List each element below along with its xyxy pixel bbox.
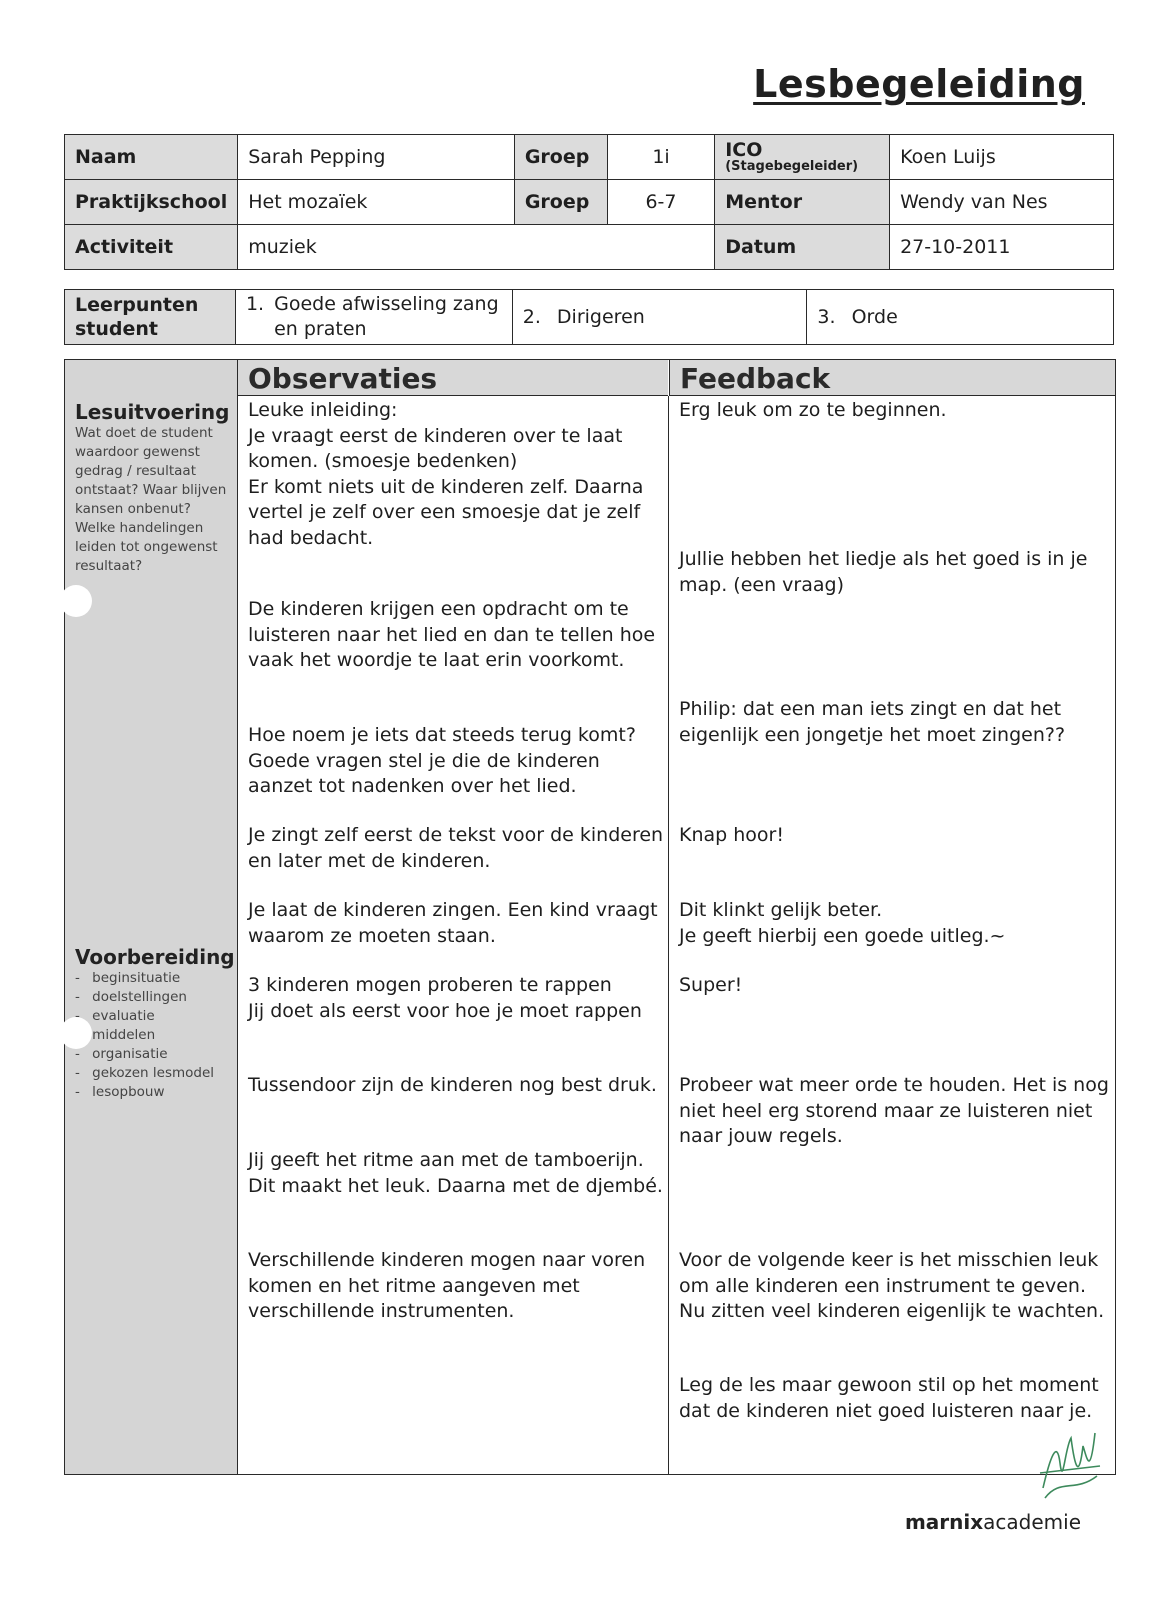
leerpunt-1-text: Goede afwisseling zang en praten xyxy=(274,293,499,340)
observation-2: De kinderen krijgen een opdracht om te luisteren naar het lied en dan te tellen hoe vaak het woordje te laat erin voorkomt. xyxy=(248,598,656,671)
observation-5: Je laat de kinderen zingen. Een kind vraagt waarom ze moeten staan. xyxy=(248,899,658,947)
leerpunt-3-num: 3. xyxy=(817,306,836,328)
observation-8: Jij geeft het ritme aan met de tamboerijn. Dit maakt het leuk. Daarna met de djembé. xyxy=(248,1149,663,1197)
observaties-header: Observaties xyxy=(238,360,668,396)
feedback-7: Probeer wat meer orde te houden. Het is nog niet heel erg storend maar ze luisteren niet naar jouw regels. xyxy=(679,1074,1109,1147)
signature-graphic xyxy=(1035,1418,1105,1510)
praktijkschool-label: Praktijkschool xyxy=(65,180,238,225)
observation-6: 3 kinderen mogen proberen te rappen Jij doet als eerst voor hoe je moet rappen xyxy=(248,974,642,1022)
observation-7: Tussendoor zijn de kinderen nog best druk. xyxy=(248,1074,657,1096)
leerpunt-2-text: Dirigeren xyxy=(556,306,645,328)
observation-4: Je zingt zelf eerst de tekst voor de kinderen en later met de kinderen. xyxy=(248,824,664,872)
observation-1: Leuke inleiding: Je vraagt eerst de kinderen over te laat komen. (smoesje bedenken) Er komt niets uit de kinderen zelf. Daarna vertel je zelf over een smoesje dat je zelf had bedacht. xyxy=(248,399,644,549)
observation-9: Verschillende kinderen mogen naar voren komen en het ritme aangeven met verschillende instrumenten. xyxy=(248,1249,646,1322)
leerpunt-1 xyxy=(235,290,512,345)
feedback-header: Feedback xyxy=(669,360,1115,396)
list-item: - organisatie xyxy=(75,1045,235,1064)
brand-logo xyxy=(905,1510,1081,1534)
groep-value: 1i xyxy=(607,135,714,180)
voorbereiding-title: Voorbereiding xyxy=(75,945,235,969)
info-table xyxy=(64,134,1114,270)
feedback-5: Dit klinkt gelijk beter. Je geeft hierbij een goede uitleg.~ xyxy=(679,899,1006,947)
praktijkschool-value: Het mozaïek xyxy=(238,180,515,225)
feedback-9: Leg de les maar gewoon stil op het moment dat de kinderen niet goed luisteren naar je. xyxy=(679,1374,1099,1422)
ico-label: ICO xyxy=(725,139,763,161)
lesuitvoering-text: Wat doet de student waardoor gewenst gedrag / resultaat ontstaat? Waar blijven kansen onbenut? Welke handelingen leiden tot ongewenst resultaat? xyxy=(75,425,227,574)
groep-label-2: Groep xyxy=(514,180,607,225)
mentor-label: Mentor xyxy=(715,180,890,225)
observation-3: Hoe noem je iets dat steeds terug komt? Goede vragen stel je die de kinderen aanzet tot nadenken over het lied. xyxy=(248,724,636,797)
brand-bold: marnix xyxy=(904,1510,984,1534)
groep-label: Groep xyxy=(514,135,607,180)
observation-section xyxy=(64,359,1116,1475)
datum-value: 27-10-2011 xyxy=(890,225,1114,270)
list-item: - middelen xyxy=(75,1026,235,1045)
feedback-3: Philip: dat een man iets zingt en dat het eigenlijk een jongetje het moet zingen?? xyxy=(679,698,1066,746)
brand-regular: academie xyxy=(983,1510,1081,1534)
naam-label: Naam xyxy=(65,135,238,180)
feedback-4: Knap hoor! xyxy=(679,824,784,846)
leerpunt-1-num: 1. xyxy=(245,293,265,315)
list-item: - lesopbouw xyxy=(75,1083,235,1102)
feedback-2: Jullie hebben het liedje als het goed is in je map. (een vraag) xyxy=(679,548,1088,596)
ico-label-cell xyxy=(715,135,890,180)
mentor-value: Wendy van Nes xyxy=(890,180,1114,225)
leerpunt-2 xyxy=(512,290,807,345)
activiteit-label: Activiteit xyxy=(65,225,238,270)
activiteit-value: muziek xyxy=(238,225,715,270)
list-item: - gekozen lesmodel xyxy=(75,1064,235,1083)
page-title: Lesbegeleiding xyxy=(753,62,1085,106)
punch-hole xyxy=(60,585,92,617)
list-item: - beginsituatie xyxy=(75,969,235,988)
list-item: - evaluatie xyxy=(75,1007,235,1026)
groep-value-2: 6-7 xyxy=(607,180,714,225)
feedback-1: Erg leuk om zo te beginnen. xyxy=(679,399,947,421)
criteria-column xyxy=(65,360,238,1474)
leerpunten-label: Leerpunten student xyxy=(65,290,236,345)
naam-value: Sarah Pepping xyxy=(238,135,515,180)
leerpunt-3 xyxy=(807,290,1114,345)
leerpunten-table xyxy=(64,289,1114,345)
datum-label: Datum xyxy=(715,225,890,270)
feedback-8: Voor de volgende keer is het misschien leuk om alle kinderen een instrument te geven. Nu zitten veel kinderen eigenlijk te wachten. xyxy=(679,1249,1105,1322)
list-item: - doelstellingen xyxy=(75,988,235,1007)
leerpunt-2-num: 2. xyxy=(522,306,541,328)
feedback-6: Super! xyxy=(679,974,743,996)
voorbereiding-list xyxy=(75,969,235,1102)
column-divider xyxy=(668,396,669,1474)
ico-sublabel: (Stagebegeleider) xyxy=(725,159,859,174)
lesuitvoering-title: Lesuitvoering xyxy=(75,400,230,424)
punch-hole xyxy=(60,1017,92,1049)
leerpunt-3-text: Orde xyxy=(851,306,898,328)
ico-value: Koen Luijs xyxy=(890,135,1114,180)
